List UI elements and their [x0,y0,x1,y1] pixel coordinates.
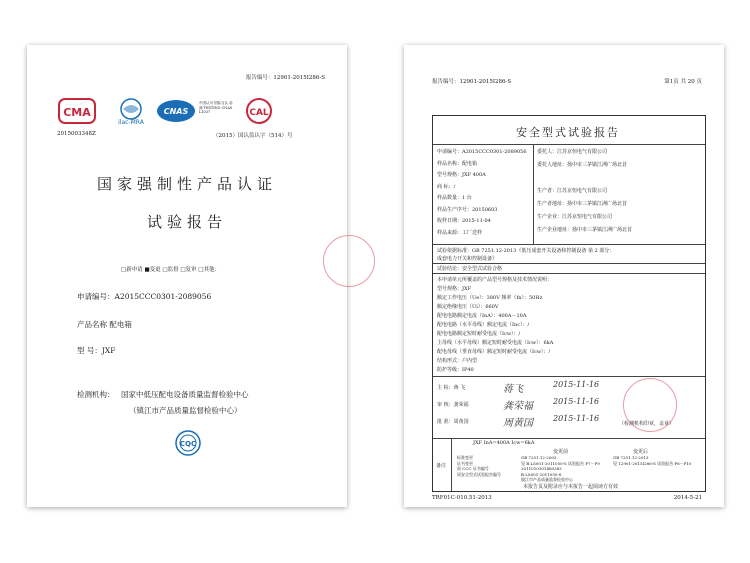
cover-report-number: 报告编号：12901-2015I286-S [245,75,325,81]
cover-lab-name: 国家中低压配电设备质量监督检验中心 [121,390,249,399]
param-line: 主母线（水平母线）额定短时耐受电流（Icw）：6kA [437,340,554,346]
cover-subtitle: 试验报告 [146,213,227,231]
ilac-mra-logo [111,97,151,125]
report-title: 安全型式试验报告 [516,126,620,139]
red-seal-stamp [323,235,375,287]
divider [433,263,705,264]
test-conclusion: 试验结论：安全型式试验合格 [437,266,503,272]
remark-footer: 本报告页及附录应与本报告一起阅读方有效 [523,484,619,490]
remark-head: 变更后 [633,449,649,455]
divider [433,144,705,145]
cnas-logo-caption: 中国认可 国际互认 检测 TESTING CNAS L1037 [199,101,233,114]
page-counter: 第1页 共 20 页 [664,79,702,85]
remark-cell: 2011010301480383 [521,466,562,471]
signature-label: 审 核：龚荣福 [437,402,469,408]
remark-cell: 见 B.LS001-2011050-S 试验报告 P7－P9 [521,460,600,466]
test-basis-cont: 成套电力开关和控制设备》 [437,256,498,262]
signature-date: 2015-11-16 [553,397,600,406]
param-line: 型号规格：JXF [437,286,472,292]
seal-caption: （检测机构印章，盖章） [619,421,675,427]
report-table [432,115,706,492]
field-left: 样品生产序号：20150603 [437,206,498,213]
field-left: 型号规格：JXF 400A [437,172,486,178]
param-line: 配电电路额定短时耐受电流（Icw）：/ [437,331,521,337]
cover-lab-name-alt: （镇江市产品质量监督检验中心） [129,406,242,415]
report-number-header: 报告编号：12901-2015I286-S [432,79,512,85]
field-left: 样品数量：1 台 [437,195,472,201]
remark-head: 变更前 [553,449,569,455]
cert-number-left: 2015003348Z [57,131,96,137]
divider [433,376,705,377]
param-line: 额定工作电压（Ue）：380V 频率（fn）：50Hz [437,295,543,301]
param-line: 防护等级：IP40 [437,367,474,373]
cover-lab-label: 检测机构： [77,390,115,399]
remark-cell: B.LS001-2011050-S [521,471,562,477]
field-left: 申请编号：A2015CCC0301-2089056 [437,149,527,155]
ilac-logo-text: ilac-MRA [118,119,144,125]
cover-page [27,45,347,507]
signature-handwriting: 蒋飞 [503,384,523,395]
test-basis: 试验依据标准：GB 7251.12-2013《低压成套开关设备和控制设备 第 2 部分： [437,248,615,254]
field-left: 收样日期：2015-11-04 [437,218,491,224]
field-right: 生产者地址：扬中市三茅镇江洲广场北首 [537,201,628,207]
remark-cell: 标准变更 [457,455,473,460]
signature-label: 主 检：蒋 飞 [437,385,466,391]
field-left: 商 标：/ [437,183,456,190]
cal-logo-text: CAL [249,108,269,118]
remark-cell: 见 12901-2015I286-S 试验报告 P6－P10 [613,460,692,466]
cover-model: 型 号：JXF [77,346,116,355]
remark-cell: GB 7251.12-2013 [613,455,649,460]
divider [433,273,705,274]
params-heading: 本申请单元所覆盖的产品型号规格及技术情况说明： [437,277,553,283]
form-date: 2014-5-21 [673,495,702,501]
cert-number-right: （2015）国认监认字（514）号 [213,133,293,139]
cover-apply-number: 申请编号：A2015CCC0301-2089056 [77,292,212,301]
param-line: 额定绝缘电压（Ui）：660V [437,304,499,310]
signature-date: 2015-11-16 [553,380,600,389]
remark-cell: 证书变更 [457,460,473,466]
remark-cell: 镇江市产品质量监督检验中心 [521,477,573,482]
report-page [404,45,724,507]
remark-summary: JXF InA=400A Icw=6kA [473,440,535,446]
divider [451,438,452,491]
signature-label: 批 准：周黄国 [437,419,469,425]
field-right: 委托人：江苏京恒电气有限公司 [537,149,608,155]
divider [433,438,705,439]
field-left: 样品来源：工厂送样 [437,229,483,236]
remark-cell: 原安全型式试验报告编号 [457,471,501,477]
remark-label: 备注 [436,463,447,469]
divider [533,144,534,244]
cal-logo [241,97,277,125]
field-right: 生产企业地址：扬中市三茅镇江洲广场北首 [537,227,633,233]
field-right: 生产者：江苏京恒电气有限公司 [537,188,608,194]
cnas-logo-text: CNAS [163,107,189,116]
cma-logo [57,97,97,125]
signature-handwriting: 周黄国 [503,418,533,429]
remark-cell: 原 CCC 证书编号 [457,466,489,471]
remark-cell: GB 7251.12-2005 [521,455,557,460]
param-line: 配电母线（垂直母线）额定短时耐受电流（Icw）：/ [437,349,551,355]
param-line: 结构形式：户内型 [437,358,478,364]
cqc-logo [173,429,203,461]
param-line: 配电电路（水平母线）额定电流（Inc）：/ [437,322,530,328]
cover-product-name: 产品名称 配电箱 [77,320,132,329]
cqc-logo-text: CQC [179,440,197,448]
signature-date: 2015-11-16 [553,414,600,423]
cnas-logo [155,97,197,125]
form-code: TRF01C-010.51-2013 [432,495,492,501]
field-right: 生产企业：江苏京恒电气有限公司 [537,214,613,220]
cover-report-types: □新申请 ■变更 □监督 □复审 □其他： [121,267,220,273]
cma-logo-text: CMA [63,106,91,119]
cover-title: 国家强制性产品认证 [96,175,277,193]
param-line: 配电电路额定电流（InA）：400A－10A [437,313,527,319]
field-right: 委托人地址：扬中市三茅镇江洲广场北首 [537,162,628,168]
field-left: 样品名称：配电箱 [437,160,478,167]
divider [433,244,705,245]
signature-handwriting: 龚荣福 [503,401,533,412]
